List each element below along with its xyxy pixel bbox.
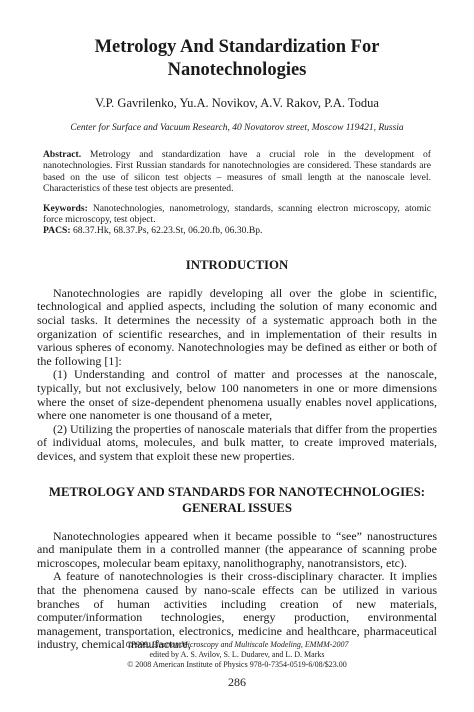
keywords-text: Nanotechnologies, nanometrology, standards, scanning electron microscopy, atomic force microscopy, test object. (43, 202, 431, 226)
section-heading-line-2: GENERAL ISSUES (182, 500, 292, 515)
abstract (43, 149, 431, 195)
keywords (43, 203, 431, 226)
section-heading-line-1: METROLOGY AND STANDARDS FOR NANOTECHNOLOGIES: (48, 484, 426, 499)
title-line-1: Metrology And Standardization For (94, 37, 380, 57)
pacs-text: 68.37.Hk, 68.37.Ps, 62.23.St, 06.20.fb, 06.30.Bp. (70, 225, 263, 237)
abstract-text: Metrology and standardization have a crucial role in the development of nanotechnologies. First Russian standards for nanotechnologies are considered. These standards are based on the use of silicon test objects – measures of small length at the nanoscale level. Characteristics of these test objects are presented. (43, 149, 431, 195)
footer-editors: edited by A. S. Avilov, S. L. Dudarev, and L. D. Marks (149, 650, 325, 659)
pacs-codes (43, 225, 431, 236)
paper-title (37, 36, 437, 82)
intro-paragraph-1: Nanotechnologies are rapidly developing all over the globe in scientific, technological and applied aspects, including the solution of many economic and social tasks. It determines the necessity of a systematic approach both in the organization of scientific researches, and in implementation of their results in various spheres of economy. Nanotechnologies may be defined as either or both of the following [1]: (37, 285, 437, 368)
intro-paragraph-2: (1) Understanding and control of matter and processes at the nanoscale, typically, but not exclusively, below 100 nanometers in one or more dimensions where the onset of size-dependent phenomena usually enables novel applications, where one nanometer is one thousand of a meter, (37, 367, 437, 423)
section-heading-introduction: INTRODUCTION (185, 257, 289, 272)
footer-copyright: © 2008 American Institute of Physics 978-0-7354-0519-6/08/$23.00 (127, 660, 347, 669)
intro-paragraph-3: (2) Utilizing the properties of nanoscale materials that differ from the properties of individual atoms, molecules, and bulk matter, to create improved materials, devices, and system that exploit these new properties. (37, 421, 437, 463)
author-list: V.P. Gavrilenko, Yu.A. Novikov, A.V. Rakov, P.A. Todua (95, 96, 379, 110)
footer-proceedings: CP999, Electron Microscopy and Multiscale Modeling, EMMM-2007 (125, 640, 349, 649)
section-heading-metrology (37, 484, 437, 516)
keywords-label: Keywords: (43, 202, 88, 214)
metrology-paragraph-2: A feature of nanotechnologies is their cross-disciplinary character. It implies that the phenomena caused by nano-scale effects can be utilized in various branches of human activities including creation of new materials, computer/information technologies, energy production, environmental management, transportation, electronics, medicine and healthcare, pharmaceutical industry, chemical manufacture, (37, 569, 437, 652)
pacs-label: PACS: (43, 225, 71, 237)
page-number: 286 (228, 675, 246, 689)
title-line-2: Nanotechnologies (167, 60, 307, 80)
metrology-paragraph-1: Nanotechnologies appeared when it became possible to “see” nanostructures and manipulate them in a controlled manner (the appearance of scanning probe microscopes, molecular beam epitaxy, nanolithography, nanotransistors, etc). (37, 528, 437, 570)
affiliation: Center for Surface and Vacuum Research, 40 Novatorov street, Moscow 119421, Russia (70, 123, 404, 133)
abstract-label: Abstract. (43, 149, 82, 160)
